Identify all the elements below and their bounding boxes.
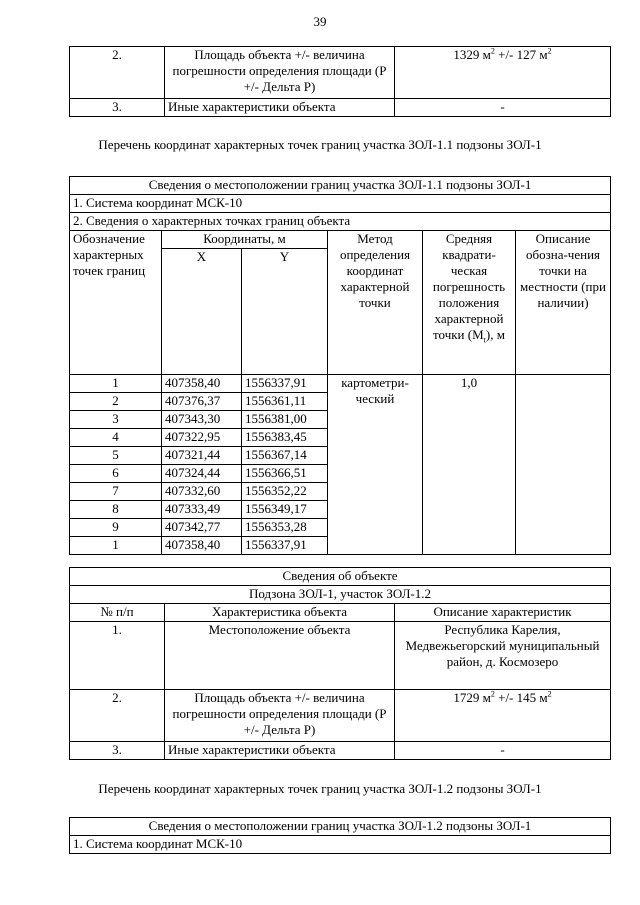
page-number: 39 [313,14,327,29]
header-number: № п/п [70,604,165,622]
point-y: 1556367,14 [242,447,328,465]
point-x: 407321,44 [162,447,242,465]
coordinates-table [69,176,611,555]
value-cell: Республика Карелия, Медвежьегорский муниципальный район, д. Космозеро [395,622,611,690]
header-method: Метод определения координат характерной точки [328,231,423,375]
point-y: 1556361,11 [242,393,328,411]
description-cell [516,375,611,555]
table-title: Сведения о местоположении границ участка ЗОЛ-1.2 подзоны ЗОЛ-1 [70,818,611,836]
points-title: 2. Сведения о характерных точках границ объекта [70,213,611,231]
object-info-table [69,567,611,760]
point-x: 407343,30 [162,411,242,429]
point-number: 2 [70,393,162,411]
value-cell: - [395,99,611,117]
point-number: 5 [70,447,162,465]
point-number: 9 [70,519,162,537]
table-subtitle: Подзона ЗОЛ-1, участок ЗОЛ-1.2 [70,586,611,604]
section-heading: Перечень координат характерных точек границ участка ЗОЛ-1.2 подзоны ЗОЛ-1 [98,781,542,796]
value-cell: - [395,742,611,760]
error-cell: 1,0 [423,375,516,555]
point-y: 1556353,28 [242,519,328,537]
characteristic-cell: Иные характеристики объекта [165,742,395,760]
section-heading: Перечень координат характерных точек границ участка ЗОЛ-1.1 подзоны ЗОЛ-1 [98,137,542,152]
header-characteristic: Характеристика объекта [165,604,395,622]
row-number: 3. [70,99,165,117]
value-cell: 1729 $м^2$ +/- 145 $м^2$ [395,690,611,742]
point-number: 1 [70,537,162,555]
row-number: 2. [70,690,165,742]
table-row [70,47,611,99]
point-x: 407322,95 [162,429,242,447]
point-number: 4 [70,429,162,447]
header-x: X [162,249,242,375]
point-y: 1556366,51 [242,465,328,483]
point-x: 407324,44 [162,465,242,483]
table-title: Сведения о местоположении границ участка ЗОЛ-1.1 подзоны ЗОЛ-1 [70,177,611,195]
table-row [70,99,611,117]
point-y: 1556383,45 [242,429,328,447]
point-x: 407376,37 [162,393,242,411]
point-x: 407332,60 [162,483,242,501]
header-error: Средняя квадрати-ческая погрешность положения характерной точки $(M_t)$, м [423,231,516,375]
coordinates-table-2 [69,817,611,854]
header-description: Описание обозна-чения точки на местности (при наличии) [516,231,611,375]
header-y: Y [242,249,328,375]
point-y: 1556381,00 [242,411,328,429]
coordinate-system: 1. Система координат МСК-10 [70,195,611,213]
value-cell: 1329 $м^2$ +/- 127 $м^2$ [395,47,611,99]
method-cell: картометри-ческий [328,375,423,555]
header-designation: Обозначение характерных точек границ [70,231,162,375]
table-row [70,375,611,393]
header-coordinates: Координаты, м [162,231,328,249]
characteristic-cell: Площадь объекта +/- величина погрешности определения площади (Р +/- Дельта Р) [165,690,395,742]
point-y: 1556349,17 [242,501,328,519]
object-info-table-continued [69,46,611,117]
row-number: 3. [70,742,165,760]
coordinate-system: 1. Система координат МСК-10 [70,836,611,854]
point-number: 6 [70,465,162,483]
characteristic-cell: Площадь объекта +/- величина погрешности определения площади (Р +/- Дельта Р) [165,47,395,99]
point-number: 3 [70,411,162,429]
point-y: 1556337,91 [242,375,328,393]
row-number: 2. [70,47,165,99]
row-number: 1. [70,622,165,690]
point-x: 407358,40 [162,375,242,393]
table-row [70,742,611,760]
point-x: 407333,49 [162,501,242,519]
header-description: Описание характеристик [395,604,611,622]
point-y: 1556352,22 [242,483,328,501]
characteristic-cell: Иные характеристики объекта [165,99,395,117]
point-x: 407342,77 [162,519,242,537]
point-number: 1 [70,375,162,393]
point-x: 407358,40 [162,537,242,555]
point-number: 7 [70,483,162,501]
table-title: Сведения об объекте [70,568,611,586]
point-y: 1556337,91 [242,537,328,555]
table-row [70,690,611,742]
point-number: 8 [70,501,162,519]
characteristic-cell: Местоположение объекта [165,622,395,690]
table-row [70,622,611,690]
